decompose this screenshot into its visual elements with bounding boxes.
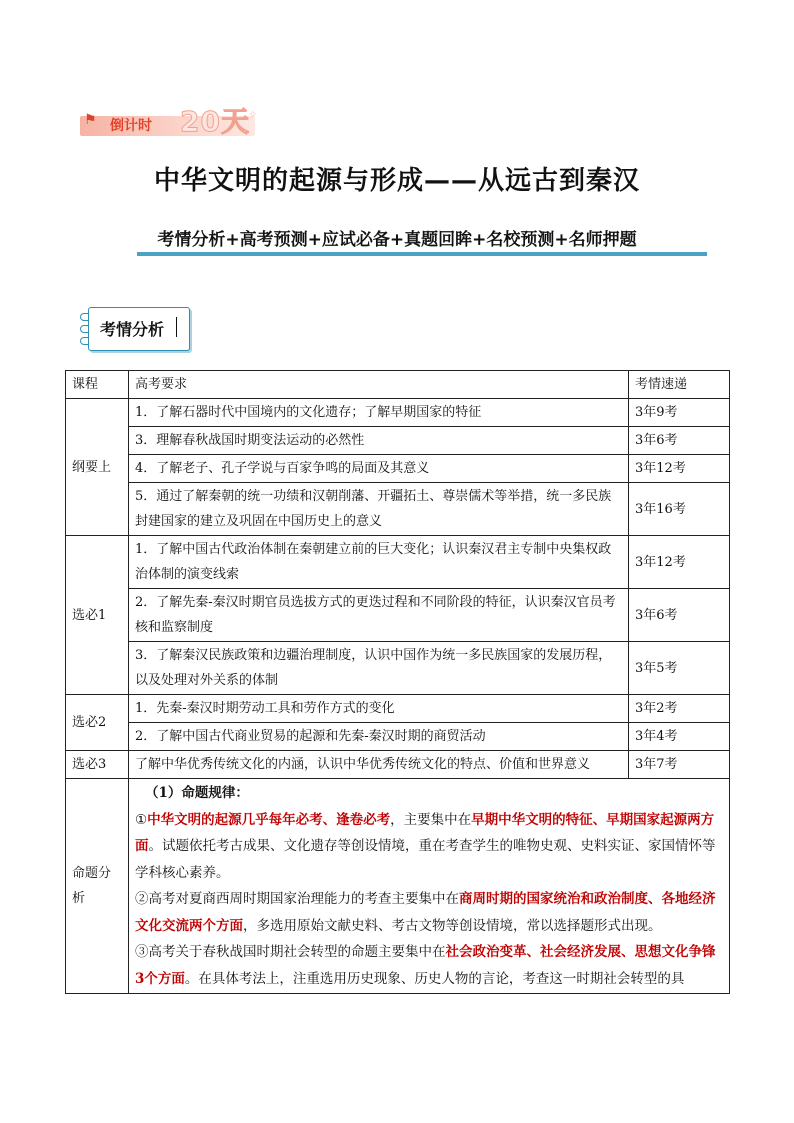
course-cell: 选必2 (66, 695, 129, 751)
header-stats: 考情速递 (629, 371, 730, 399)
header-course: 课程 (66, 371, 129, 399)
table-row (66, 695, 730, 723)
requirement-cell: 3．理解春秋战国时期变法运动的必然性 (129, 427, 629, 455)
table-row (66, 455, 730, 483)
subtitle-underline (137, 252, 707, 256)
table-row (66, 427, 730, 455)
stat-cell: 3年7考 (629, 751, 730, 779)
analysis-paragraph (135, 807, 723, 887)
requirement-cell: 1．了解石器时代中国境内的文化遗存；了解早期国家的特征 (129, 399, 629, 427)
table-row (66, 589, 730, 642)
requirement-cell: 4．了解老子、孔子学说与百家争鸣的局面及其意义 (129, 455, 629, 483)
requirement-cell: 1．先秦-秦汉时期劳动工具和劳作方式的变化 (129, 695, 629, 723)
stat-cell: 3年12考 (629, 455, 730, 483)
section-label: 考情分析 (100, 320, 165, 339)
table-row (66, 399, 730, 427)
countdown-badge (80, 105, 270, 140)
table-row (66, 483, 730, 536)
exam-analysis-table (65, 370, 730, 994)
requirement-cell: 2．了解中国古代商业贸易的起源和先秦-秦汉时期的商贸活动 (129, 723, 629, 751)
analysis-content (129, 779, 730, 994)
flag-icon: ⚑ (84, 112, 97, 128)
badge-prefix: 倒计时 (110, 118, 152, 134)
highlight-text: 商周时期的国家统治和政治制度、各地经济文化交流两个方面 (135, 891, 716, 934)
analysis-heading: （1）命题规律： (145, 785, 249, 801)
stat-cell: 3年4考 (629, 723, 730, 751)
body-text: ，多选用原始文献史料、考古文物等创设情境，常以选择题形式出现。 (243, 917, 662, 934)
stat-cell: 3年5考 (629, 642, 730, 695)
highlight-text: 早期中华文明的特征、早期国家起源两方面 (135, 811, 715, 854)
table-row (66, 536, 730, 589)
stat-cell: 3年12考 (629, 536, 730, 589)
section-header (80, 307, 190, 351)
stat-cell: 3年2考 (629, 695, 730, 723)
table-header-row (66, 371, 730, 399)
stat-cell: 3年9考 (629, 399, 730, 427)
requirement-cell: 了解中华优秀传统文化的内涵，认识中华优秀传统文化的特点、价值和世界意义 (129, 751, 629, 779)
body-text: ③高考关于春秋战国时期社会转型的命题主要集中在 (135, 944, 446, 960)
body-text: ，主要集中在 (390, 811, 472, 828)
highlight-text: 中华文明的起源几乎每年必考、逢卷必考 (147, 811, 391, 828)
stat-cell: 3年16考 (629, 483, 730, 536)
analysis-label: 命题分析 (66, 779, 129, 994)
table-row (66, 723, 730, 751)
page-subtitle: 考情分析+高考预测+应试必备+真题回眸+名校预测+名师押题 (157, 230, 637, 250)
course-cell: 纲要上 (66, 399, 129, 536)
page-title: 中华文明的起源与形成——从远古到秦汉 (153, 166, 640, 196)
course-cell: 选必1 (66, 536, 129, 695)
analysis-paragraph (135, 939, 723, 992)
highlight-text: 社会政治变革、社会经济发展、思想文化争锋3个方面 (135, 944, 716, 987)
stat-cell: 3年6考 (629, 427, 730, 455)
body-text: ②高考对夏商西周时期国家治理能力的考查主要集中在 (135, 891, 459, 907)
bullet-marker: ① (135, 811, 148, 828)
body-text: 。在具体考法上，注重选用历史现象、历史人物的言论，考查这一时期社会转型的具 (184, 970, 685, 987)
requirement-cell: 2．了解先秦-秦汉时期官员选拔方式的更迭过程和不同阶段的特征，认识秦汉官员考核和监察制度 (129, 589, 629, 642)
requirement-cell: 1．了解中国古代政治体制在秦朝建立前的巨大变化；认识秦汉君主专制中央集权政治体制的演变线索 (129, 536, 629, 589)
header-requirement: 高考要求 (129, 371, 629, 399)
sparkle-icon: ✧ (248, 108, 258, 121)
table-row (66, 642, 730, 695)
table-row (66, 751, 730, 779)
requirement-cell: 3．了解秦汉民族政策和边疆治理制度，认识中国作为统一多民族国家的发展历程，以及处理对外关系的体制 (129, 642, 629, 695)
analysis-row (66, 779, 730, 994)
analysis-paragraph (135, 886, 723, 939)
stat-cell: 3年6考 (629, 589, 730, 642)
body-text: 。试题依托考古成果、文化遗存等创设情境，重在考查学生的唯物史观、史料实证、家国情怀等学科核心素养。 (135, 838, 716, 881)
text-cursor (176, 317, 177, 337)
requirement-cell: 5．通过了解秦朝的统一功绩和汉朝削藩、开疆拓土、尊崇儒术等举措，统一多民族封建国家的建立及巩固在中国历史上的意义 (129, 483, 629, 536)
course-cell: 选必3 (66, 751, 129, 779)
badge-number: 20天 (180, 105, 250, 138)
